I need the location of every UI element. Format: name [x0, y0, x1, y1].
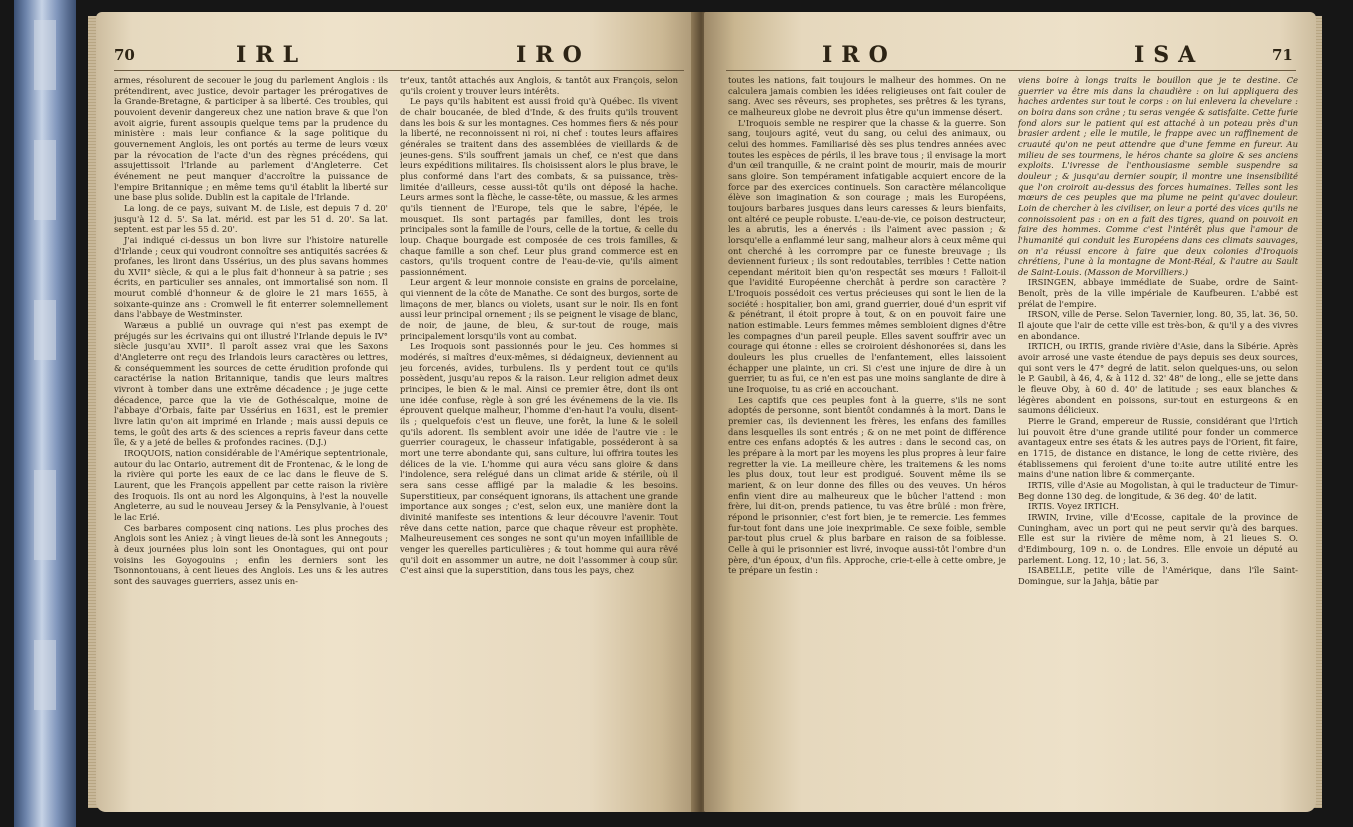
- right-page: [704, 12, 1316, 812]
- paragraph: L'Iroquois semble ne respirer que la chasse & la guerre. Son sang, toujours agité, veut du sang, ou celui des animaux, ou celui des hommes. Familiarisé dès ses plus tendres années avec toutes les espèces de périls, il les brave tous ; il envisage la mort d'un œil tranquille, & ne craint point de mourir, mais de mourir sans gloire. Son tempérament infatigable acquiert encore de la force par des exercices continuels. Son caractère mélancolique élève son imagination & son courage ; mais les Européens, toujours barbares jusques dans leurs caresses & leurs bienfaits, ont altéré ce peuple robuste. L'eau-de-vie, ce poison destructeur, les a abrutis, les a énervés : ils l'aiment avec passion ; & lorsqu'elle a enflammé leur sang, malheur alors à ceux même qui ont cherché à les corrompre par ce funeste breuvage ; ils deviennent furieux ; ils sont redoutables, terribles ! Cette nation cependant méritoit bien qu'on respectât ses mœurs ! Falloit-il que l'avidité Européenne cherchât à perdre son caractère ? L'Iroquois possédoit ces vertus précieuses qui sont le lien de la société : hospitalier, bon ami, grand guerrier, doué d'un esprit vif & pénétrant, il étoit propre à tout, & on en pouvoit faire une nation estimable. Leurs femmes mêmes sembloient dignes d'être les compagnes d'un pareil peuple. Elles savent souffrir avec un courage qui étonne : elles se croiroient déshonorées si, dans les douleurs les plus cruelles de l'enfantement, elles laissoient échapper une plainte, un cri. Si c'est une injure de dire à un guerrier, tu as fui, ce n'en est pas une moins sanglante de dire à une Iroquoise, tu as crié en accouchant.: [728, 117, 1006, 395]
- paragraph: Les Iroquois sont passionnés pour le jeu. Ces hommes si modérés, si maîtres d'eux-mêmes, si dédaigneux, deviennent au jeu forcenés, avides, turbulens. Ils y perdent tout ce qu'ils possèdent, jusqu'au repos & la raison. Leur religion admet deux principes, le bien & le mal. Ainsi ce premier être, dont ils ont une idée confuse, règle à son gré les événemens de la vie. Ils éprouvent quelque malheur, l'homme d'en-haut l'a voulu, disent-ils ; quelquefois c'est un fleuve, une forêt, la lune & le soleil qu'ils adorent. Ils semblent avoir une idée de l'autre vie : le guerrier courageux, le chasseur infatigable, posséderont à sa mort une terre abondante qui, sans culture, lui offrira toutes les délices de la vie. L'homme qui aura vécu sans gloire & dans l'indolence, sera relégué dans un climat aride & stérile, où il sera sans cesse affligé par la maladie & les besoins. Superstitieux, par conséquent ignorans, ils attachent une grande importance aux songes ; c'est, selon eux, une manière dont la divinité manifeste ses intentions & leur découvre l'avenir. Tout rêve dans cette nation, parce que chaque rêveur est prophète. Malheureusement ces songes ne sont qu'un moyen infaillible de venger les querelles particulières ; & tout homme qui aura rêvé qu'il doit en assommer un autre, ne doit l'assommer à coup sûr. C'est ainsi que la superstition, dans tous les pays, chez: [400, 341, 678, 576]
- book-spine: [14, 0, 76, 827]
- header-rule: [114, 70, 684, 71]
- paragraph: viens boire à longs traits le bouillon que je te destine. Ce guerrier va être mis dans la chaudière : on lui appliquera des haches ardentes sur tout le corps : on lui enlevera la chevelure : on boira dans son crâne ; tu seras vengée & satisfaite. Cette furie fond alors sur le patient qui est attaché à un poteau près d'un brasier ardent ; elle le mutile, le frappe avec un raffinement de cruauté qu'on ne peut attendre que d'une femme en fureur. Au milieu de ses tourmens, le héros chante sa gloire & ses anciens exploits. L'ivresse de l'enthousiasme semble suspendre sa douleur ; & jusqu'au dernier soupir, il montre une insensibilité que l'on croiroit au-dessus des forces humaines. Telles sont les mœurs de ces peuples que ma plume ne peint qu'avec douleur. Loin de chercher à les civiliser, on leur a porté des vices qu'ils ne connoissoient pas : on en a fait des tigres, quand on pouvoit en faire des hommes. Comme c'est l'intérêt plus que l'amour de l'humanité qui conduit les Européens dans ces climats sauvages, on n'a réussi encore à faire que deux colonies d'Iroquois chrétiens, l'une à la montagne de Mont-Réal, & l'autre au Sault de Saint-Louis. (Masson de Morvilliers.): [1018, 75, 1298, 277]
- paragraph: La long. de ce pays, suivant M. de Lisle, est depuis 7 d. 20' jusqu'à 12 d. 5'. Sa lat. mérid. est par les 51 d. 20'. Sa lat. septent. est par les 55 d. 20'.: [114, 202, 388, 235]
- paragraph: Pierre le Grand, empereur de Russie, considérant que l'Irtich lui pouvoit être d'une grande utilité pour fonder un commerce avantageux entre ses états & les autres pays de l'Orient, fit faire, en 1715, de distance en distance, le long de cette rivière, des établissemens qui feroient d'une to:ite autre utilité entre les mains d'une nation libre & commerçante.: [1018, 416, 1298, 480]
- text-column-right: [400, 75, 678, 803]
- entry-isabelle: ISABELLE, petite ville de l'Amérique, dans l'île Saint-Domingue, sur la Jahja, bâtie par: [1018, 565, 1298, 586]
- paragraph: Le pays qu'ils habitent est aussi froid qu'à Québec. Ils vivent de chair boucanée, de bled d'Inde, & des fruits qu'ils trouvent dans les bois & sur les montagnes. Ces hommes fiers & nés pour la liberté, ne reconnoissent ni roi, ni chef : toutes leurs affaires générales se traitent dans des assemblées de vieillards & de jeunes-gens. S'ils souffrent jamais un chef, ce n'est que dans leurs expéditions militaires. Ils choisissent alors le plus brave, le plus conformé dans l'art des combats, & sa puissance, très-limitée d'ailleurs, cesse aussi-tôt qu'ils ont déposé la hache. Leurs armes sont la flèche, le casse-tête, ou massue, & les armes qu'ils tiennent de l'Europe, tels que le sabre, l'épée, le mousquet. Ils sont partagés par familles, dont les trois principales sont la famille de l'ours, celle de la tortue, & celle du loup. Chaque bourgade est composée de ces trois familles, & chaque famille a son chef. Leur plus grand commerce est en castors, qu'ils troquent contre de l'eau-de-vie, qu'ils aiment passionnément.: [400, 96, 678, 277]
- paragraph: Les captifs que ces peuples font à la guerre, s'ils ne sont adoptés de personne, sont bientôt condamnés à la mort. Dans le premier cas, ils deviennent les frères, les enfans des familles dans lesquelles ils sont entrés ; & on ne met point de différence entre ces enfans adoptés & les autres : dans le second cas, on les prépare à la mort par les moyens les plus propres à leur faire regretter la vie. La meilleure chère, les traitemens & les noms les plus doux, tout leur est prodigué. Souvent même ils se marient, & on leur donne des filles ou des veuves. Un héros enfin vient dire au malheureux que le bûcher l'attend : mon frère, lui dit-on, prends patience, tu vas être brûlé : mon frère, répond le prisonnier, c'est fort bien, je te remercie. Les femmes fur-tout font dans une joie inexprimable. Ce sexe foible, semble par-tout plus cruel & plus barbare en raison de sa foiblesse. Celle à qui le prisonnier est livré, invoque aussi-tôt l'ombre d'un père, d'un époux, d'un fils. Approche, crie-t-elle à cette ombre, je te prépare un festin :: [728, 394, 1006, 576]
- left-page: [96, 12, 698, 812]
- paragraph: tr'eux, tantôt attachés aux Anglois, & tantôt aux François, selon qu'ils croient y trouver leurs intérêts.: [400, 75, 678, 96]
- running-head: IRL: [236, 42, 308, 68]
- entry-irtis-ref: IRTIS. Voyez IRTICH.: [1028, 501, 1119, 512]
- header-rule: [726, 70, 1296, 71]
- text-column-right: [1018, 75, 1298, 803]
- text-column-left: [728, 75, 1006, 803]
- paragraph: Ces barbares composent cinq nations. Les plus proches des Anglois sont les Aniez ; à vingt lieues de-là sont les Annegouts ; à deux journées plus loin sont les Onontagues, qui ont pour voisins les Goyogouins ; enfin les derniers sont les Tsonnontouans, à cent lieues des Anglois. Les uns & les autres sont des sauvages guerriers, assez unis en-: [114, 522, 388, 586]
- entry-irtis: IRTIS, ville d'Asie au Mogolistan, à qui le traducteur de Timur-Beg donne 130 deg. de longitude, & 36 deg. 40' de latit.: [1018, 479, 1298, 501]
- paragraph: Waræus a publié un ouvrage qui n'est pas exempt de préjugés sur les écrivains qui ont illustré l'Irlande depuis le IV° siècle jusqu'au XVII°. Il paroît assez vrai que les Saxons d'Angleterre ont reçu des Irlandois leurs caractères ou lettres, & conséquemment les sources de cette érudition profonde qui caractérise la nation Britannique, tandis que leurs maîtres vivront à tomber dans une extrême décadence ; je juge cette décadence, parce que la vie de Gothéscalque, moine de l'abbaye d'Orbais, faite par Ussérius en 1631, est le premier livre latin qu'on ait imprimé en Irlande ; mais aussi depuis ce tems, le goût des arts & des sciences a repris faveur dans cette île, & y a jeté de belles & profondes racines. (D.J.): [114, 320, 388, 448]
- page-number: 71: [1272, 46, 1293, 64]
- paragraph: toutes les nations, fait toujours le malheur des hommes. On ne calculera jamais combien les idées religieuses ont fait couler de sang. Avec ses rêveurs, ses prophetes, ses prêtres & les tyrans, ce malheureux globe ne devroit plus être qu'un immense désert.: [728, 75, 1006, 117]
- running-head: IRO: [516, 42, 591, 68]
- text-column-left: [114, 75, 388, 803]
- paragraph: J'ai indiqué ci-dessus un bon livre sur l'histoire naturelle d'Irlande ; ceux qui voudront connoître ses antiquités sacrées & profanes, les liront dans Ussérius, un des plus savans hommes du XVII° siècle, & qui a le plus fait d'honneur à sa patrie ; ses écrits, en particulier ses annales, ont immortalisé son nom. Il mourut comblé d'honneur & de gloire le 21 mars 1655, à soixante-quinze ans : Cromwell le fit enterrer solemnellement dans l'abbaye de Westminster.: [114, 234, 388, 320]
- entry-irson: IRSON, ville de Perse. Selon Tavernier, long. 80, 35, lat. 36, 50. Il ajoute que l'air de cette ville est très-bon, & qu'il y a des vivres en abondance.: [1018, 309, 1298, 341]
- entry-irtich: IRTICH, ou IRTIS, grande rivière d'Asie, dans la Sibérie. Après avoir arrosé une vaste étendue de pays depuis ses deux sources, qui sont vers le 47° degré de latit. selon quelques-uns, ou selon le P. Gaubil, à 46, 4, & à 112 d. 32' 48" de long., elle se jette dans le fleuve Oby, à 60 d. 40' de latitude ; ses eaux blanches & légères abondent en poissons, sur-tout en esturgeons & en saumons délicieux.: [1018, 341, 1298, 416]
- entry-irwin: IRWIN, Irvine, ville d'Ecosse, capitale de la province de Cuningham, avec un port qui ne peut servir qu'à des barques. Elle est sur la rivière de même nom, à 21 lieues S. O. d'Edimbourg, 109 n. o. de Londres. Elle envoie un député au parlement. Long. 12, 10 ; lat. 56, 3.: [1018, 511, 1298, 565]
- entry-irsingen: IRSINGEN, abbaye immédiate de Suabe, ordre de Saint-Benoît, près de la ville impériale de Kaufbeuren. L'abbé est prélat de l'empire.: [1018, 277, 1298, 309]
- running-head: ISA: [1134, 42, 1205, 68]
- paragraph: Leur argent & leur monnoie consiste en grains de porcelaine, qui viennent de la côte de Manathe. Ce sont des burgos, sorte de limaçons de mer, blancs ou violets, usant sur le noir. Ils en font aussi leur principal ornement ; ils se peignent le visage de blanc, de noir, de jaune, de bleu, & sur-tout de rouge, mais principalement lorsqu'ils vont au combat.: [400, 277, 678, 341]
- running-head: IRO: [822, 42, 897, 68]
- paragraph: armes, résolurent de secouer le joug du parlement Anglois : ils prétendirent, avec justice, devoir partager les prérogatives de la Grande-Bretagne, & participer à sa liberté. Ces troubles, qui pouvoient devenir dangereux chez une nation brave & que l'on avoit aigrie, furent assoupis quelque tems par la prudence du ministère : mais leur confiance & la sage politique du gouvernement Anglois, les ont portés au terme de leurs vœux par la révocation de l'acte d'un des règnes précédens, qui assujettissoit l'Irlande au parlement d'Angleterre. Cet événement ne peut manquer d'accroître la puissance de l'empire Britannique ; en même tems qu'il établit la liberté sur une base plus solide. Dublin est la capitale de l'Irlande.: [114, 75, 388, 203]
- page-number: 70: [114, 46, 135, 64]
- open-book: [88, 12, 1320, 820]
- entry-iroquois: IROQUOIS, nation considérable de l'Amérique septentrionale, autour du lac Ontario, autrement dit de Frontenac, & le long de la rivière qui porte les eaux de ce lac dans le fleuve de S. Laurent, que les François appellent par cette raison la rivière des Iroquois. Ils ont au nord les Algonquins, à l'est la nouvelle Angleterre, au sud le nouveau Jersey & la Pensylvanie, à l'ouest le lac Erié.: [114, 447, 388, 522]
